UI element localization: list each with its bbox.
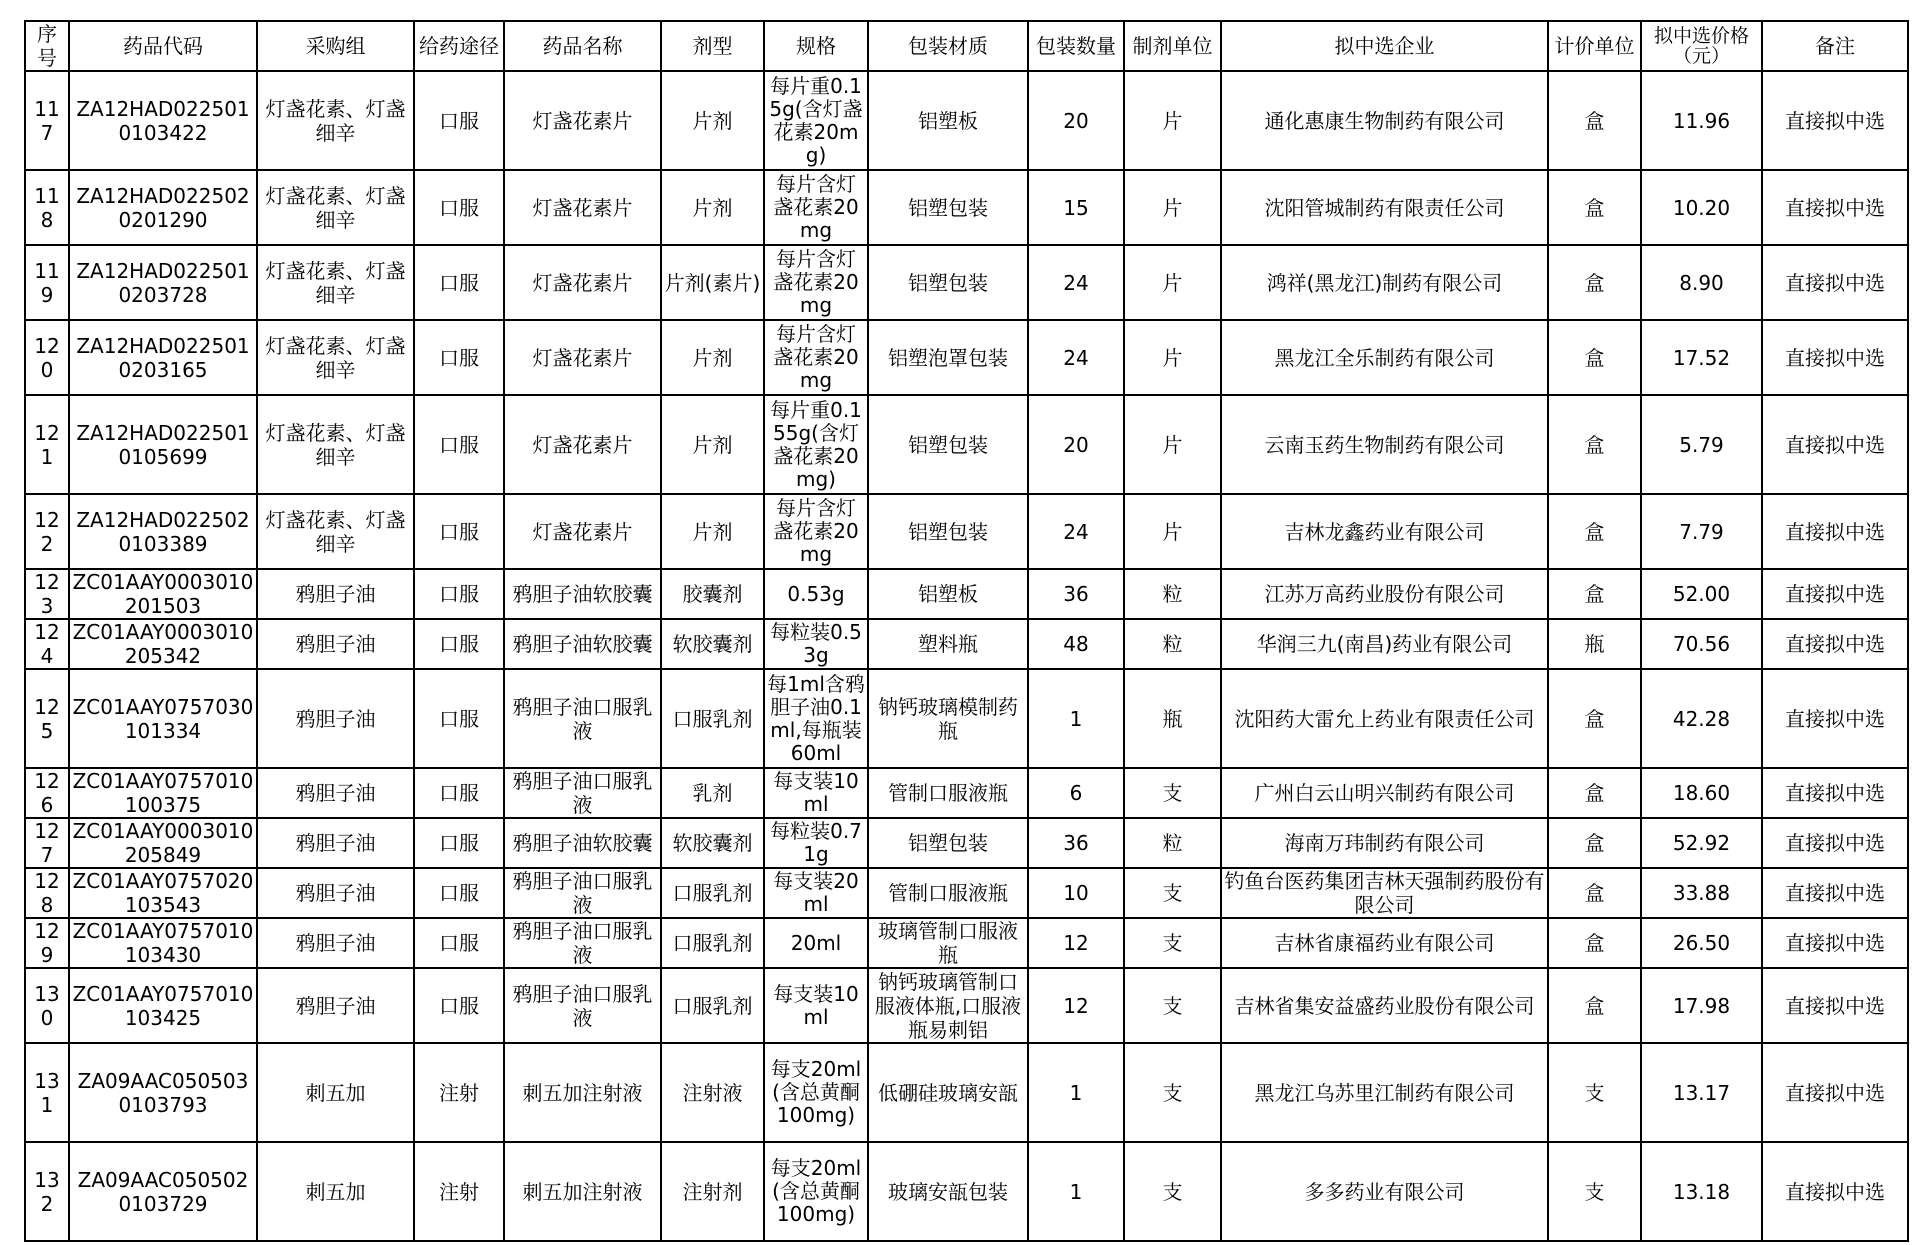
table-row (25, 71, 1908, 170)
package-material-cell: 铝塑包装 (868, 818, 1028, 868)
company-cell: 黑龙江乌苏里江制药有限公司 (1221, 1043, 1548, 1142)
price-cell: 52.92 (1641, 818, 1762, 868)
remark-cell: 直接拟中选 (1762, 494, 1908, 569)
dosage-form-cell: 口服乳剂 (661, 868, 764, 918)
table-body (25, 71, 1908, 1241)
table-row (25, 918, 1908, 968)
row-number-cell: 132 (25, 1142, 69, 1241)
preparation-unit-cell: 片 (1124, 395, 1221, 494)
remark-cell: 直接拟中选 (1762, 768, 1908, 818)
route-cell: 口服 (414, 918, 504, 968)
price-cell: 13.17 (1641, 1043, 1762, 1142)
price-cell: 13.18 (1641, 1142, 1762, 1241)
purchase-group-cell: 刺五加 (257, 1043, 414, 1142)
dosage-form-cell: 片剂(素片) (661, 245, 764, 320)
dosage-form-cell: 口服乳剂 (661, 669, 764, 768)
remark-cell: 直接拟中选 (1762, 818, 1908, 868)
package-material-cell: 低硼硅玻璃安瓿 (868, 1043, 1028, 1142)
drug-code-cell: ZC01AAY0757010103425 (69, 968, 257, 1043)
remark-cell: 直接拟中选 (1762, 1142, 1908, 1241)
package-quantity-cell: 1 (1028, 1043, 1124, 1142)
specification-cell: 每支装20ml (764, 868, 868, 918)
specification-cell: 每片含灯盏花素20mg (764, 170, 868, 245)
route-cell: 口服 (414, 320, 504, 395)
preparation-unit-cell: 支 (1124, 918, 1221, 968)
pricing-unit-cell: 盒 (1548, 918, 1641, 968)
package-quantity-cell: 36 (1028, 818, 1124, 868)
dosage-form-cell: 软胶囊剂 (661, 818, 764, 868)
drug-code-cell: ZA12HAD0225010203728 (69, 245, 257, 320)
specification-cell: 每支装10ml (764, 768, 868, 818)
preparation-unit-cell: 支 (1124, 768, 1221, 818)
package-quantity-cell: 24 (1028, 494, 1124, 569)
purchase-group-cell: 鸦胆子油 (257, 868, 414, 918)
table-row (25, 569, 1908, 619)
purchase-group-cell: 灯盏花素、灯盏细辛 (257, 170, 414, 245)
package-material-cell: 铝塑包装 (868, 245, 1028, 320)
specification-cell: 每支20ml(含总黄酮100mg) (764, 1043, 868, 1142)
table-row (25, 494, 1908, 569)
package-quantity-cell: 1 (1028, 669, 1124, 768)
preparation-unit-cell: 粒 (1124, 818, 1221, 868)
price-cell: 70.56 (1641, 619, 1762, 669)
pricing-unit-cell: 盒 (1548, 395, 1641, 494)
remark-cell: 直接拟中选 (1762, 320, 1908, 395)
table-row (25, 170, 1908, 245)
pricing-unit-cell: 盒 (1548, 669, 1641, 768)
package-quantity-cell: 20 (1028, 71, 1124, 170)
route-cell: 口服 (414, 395, 504, 494)
package-material-cell: 钠钙玻璃模制药瓶 (868, 669, 1028, 768)
company-cell: 广州白云山明兴制药有限公司 (1221, 768, 1548, 818)
drug-code-cell: ZA12HAD0225010203165 (69, 320, 257, 395)
package-material-cell: 铝塑泡罩包装 (868, 320, 1028, 395)
table-row (25, 395, 1908, 494)
purchase-group-cell: 鸦胆子油 (257, 968, 414, 1043)
price-cell: 18.60 (1641, 768, 1762, 818)
header-form: 剂型 (661, 21, 764, 71)
purchase-group-cell: 鸦胆子油 (257, 569, 414, 619)
drug-name-cell: 灯盏花素片 (504, 320, 661, 395)
price-cell: 17.98 (1641, 968, 1762, 1043)
price-cell: 11.96 (1641, 71, 1762, 170)
dosage-form-cell: 片剂 (661, 395, 764, 494)
company-cell: 海南万玮制药有限公司 (1221, 818, 1548, 868)
package-quantity-cell: 12 (1028, 968, 1124, 1043)
dosage-form-cell: 片剂 (661, 494, 764, 569)
table-row (25, 968, 1908, 1043)
pricing-unit-cell: 盒 (1548, 968, 1641, 1043)
specification-cell: 每片重0.155g(含灯盏花素20mg) (764, 395, 868, 494)
route-cell: 口服 (414, 71, 504, 170)
price-cell: 42.28 (1641, 669, 1762, 768)
package-material-cell: 铝塑包装 (868, 170, 1028, 245)
purchase-group-cell: 鸦胆子油 (257, 818, 414, 868)
package-quantity-cell: 20 (1028, 395, 1124, 494)
company-cell: 黑龙江全乐制药有限公司 (1221, 320, 1548, 395)
dosage-form-cell: 片剂 (661, 71, 764, 170)
pricing-unit-cell: 盒 (1548, 818, 1641, 868)
row-number-cell: 130 (25, 968, 69, 1043)
price-cell: 10.20 (1641, 170, 1762, 245)
drug-code-cell: ZA09AAC0505020103729 (69, 1142, 257, 1241)
remark-cell: 直接拟中选 (1762, 71, 1908, 170)
pricing-unit-cell: 瓶 (1548, 619, 1641, 669)
package-quantity-cell: 24 (1028, 245, 1124, 320)
preparation-unit-cell: 片 (1124, 320, 1221, 395)
row-number-cell: 127 (25, 818, 69, 868)
drug-name-cell: 灯盏花素片 (504, 71, 661, 170)
preparation-unit-cell: 片 (1124, 170, 1221, 245)
purchase-group-cell: 灯盏花素、灯盏细辛 (257, 494, 414, 569)
purchase-group-cell: 灯盏花素、灯盏细辛 (257, 71, 414, 170)
specification-cell: 每1ml含鸦胆子油0.1ml,每瓶装60ml (764, 669, 868, 768)
specification-cell: 每片含灯盏花素20mg (764, 494, 868, 569)
remark-cell: 直接拟中选 (1762, 669, 1908, 768)
preparation-unit-cell: 支 (1124, 868, 1221, 918)
route-cell: 口服 (414, 768, 504, 818)
row-number-cell: 129 (25, 918, 69, 968)
remark-cell: 直接拟中选 (1762, 619, 1908, 669)
package-material-cell: 管制口服液瓶 (868, 768, 1028, 818)
dosage-form-cell: 口服乳剂 (661, 968, 764, 1043)
package-material-cell: 塑料瓶 (868, 619, 1028, 669)
package-quantity-cell: 1 (1028, 1142, 1124, 1241)
purchase-group-cell: 刺五加 (257, 1142, 414, 1241)
remark-cell: 直接拟中选 (1762, 395, 1908, 494)
company-cell: 钓鱼台医药集团吉林天强制药股份有限公司 (1221, 868, 1548, 918)
remark-cell: 直接拟中选 (1762, 1043, 1908, 1142)
header-route: 给药途径 (414, 21, 504, 71)
package-quantity-cell: 15 (1028, 170, 1124, 245)
drug-code-cell: ZA09AAC0505030103793 (69, 1043, 257, 1142)
header-name: 药品名称 (504, 21, 661, 71)
package-material-cell: 管制口服液瓶 (868, 868, 1028, 918)
row-number-cell: 122 (25, 494, 69, 569)
specification-cell: 每粒装0.71g (764, 818, 868, 868)
remark-cell: 直接拟中选 (1762, 245, 1908, 320)
preparation-unit-cell: 支 (1124, 968, 1221, 1043)
company-cell: 沈阳药大雷允上药业有限责任公司 (1221, 669, 1548, 768)
drug-name-cell: 灯盏花素片 (504, 494, 661, 569)
row-number-cell: 117 (25, 71, 69, 170)
pricing-unit-cell: 盒 (1548, 768, 1641, 818)
drug-name-cell: 鸦胆子油口服乳液 (504, 968, 661, 1043)
row-number-cell: 126 (25, 768, 69, 818)
package-quantity-cell: 48 (1028, 619, 1124, 669)
route-cell: 口服 (414, 619, 504, 669)
specification-cell: 每支装10ml (764, 968, 868, 1043)
specification-cell: 20ml (764, 918, 868, 968)
pricing-unit-cell: 盒 (1548, 170, 1641, 245)
header-package: 包装材质 (868, 21, 1028, 71)
company-cell: 多多药业有限公司 (1221, 1142, 1548, 1241)
purchase-group-cell: 灯盏花素、灯盏细辛 (257, 245, 414, 320)
header-price: 拟中选价格（元） (1641, 21, 1762, 71)
drug-name-cell: 灯盏花素片 (504, 170, 661, 245)
preparation-unit-cell: 瓶 (1124, 669, 1221, 768)
pricing-unit-cell: 盒 (1548, 868, 1641, 918)
package-material-cell: 玻璃管制口服液瓶 (868, 918, 1028, 968)
route-cell: 注射 (414, 1142, 504, 1241)
drug-name-cell: 灯盏花素片 (504, 245, 661, 320)
pricing-unit-cell: 盒 (1548, 320, 1641, 395)
purchase-group-cell: 灯盏花素、灯盏细辛 (257, 395, 414, 494)
company-cell: 吉林省集安益盛药业股份有限公司 (1221, 968, 1548, 1043)
company-cell: 鸿祥(黑龙江)制药有限公司 (1221, 245, 1548, 320)
package-material-cell: 铝塑板 (868, 71, 1028, 170)
company-cell: 吉林省康福药业有限公司 (1221, 918, 1548, 968)
price-cell: 33.88 (1641, 868, 1762, 918)
dosage-form-cell: 软胶囊剂 (661, 619, 764, 669)
drug-code-cell: ZA12HAD0225020103389 (69, 494, 257, 569)
header-unit: 制剂单位 (1124, 21, 1221, 71)
specification-cell: 0.53g (764, 569, 868, 619)
drug-code-cell: ZC01AAY0757030101334 (69, 669, 257, 768)
route-cell: 口服 (414, 494, 504, 569)
dosage-form-cell: 片剂 (661, 170, 764, 245)
price-cell: 5.79 (1641, 395, 1762, 494)
package-quantity-cell: 24 (1028, 320, 1124, 395)
table-row (25, 768, 1908, 818)
purchase-group-cell: 鸦胆子油 (257, 619, 414, 669)
drug-code-cell: ZC01AAY0003010205342 (69, 619, 257, 669)
drug-selection-table (24, 20, 1909, 1242)
drug-name-cell: 鸦胆子油口服乳液 (504, 768, 661, 818)
drug-code-cell: ZC01AAY0003010205849 (69, 818, 257, 868)
pricing-unit-cell: 盒 (1548, 71, 1641, 170)
pricing-unit-cell: 支 (1548, 1043, 1641, 1142)
package-material-cell: 玻璃安瓿包装 (868, 1142, 1028, 1241)
preparation-unit-cell: 片 (1124, 494, 1221, 569)
pricing-unit-cell: 盒 (1548, 569, 1641, 619)
header-qty: 包装数量 (1028, 21, 1124, 71)
table-row (25, 1043, 1908, 1142)
company-cell: 江苏万高药业股份有限公司 (1221, 569, 1548, 619)
remark-cell: 直接拟中选 (1762, 918, 1908, 968)
drug-name-cell: 刺五加注射液 (504, 1142, 661, 1241)
header-code: 药品代码 (69, 21, 257, 71)
package-quantity-cell: 36 (1028, 569, 1124, 619)
remark-cell: 直接拟中选 (1762, 569, 1908, 619)
preparation-unit-cell: 粒 (1124, 569, 1221, 619)
table-row (25, 320, 1908, 395)
table-row (25, 619, 1908, 669)
purchase-group-cell: 鸦胆子油 (257, 918, 414, 968)
header-company: 拟中选企业 (1221, 21, 1548, 71)
package-material-cell: 铝塑板 (868, 569, 1028, 619)
preparation-unit-cell: 片 (1124, 245, 1221, 320)
drug-code-cell: ZC01AAY0003010201503 (69, 569, 257, 619)
purchase-group-cell: 鸦胆子油 (257, 768, 414, 818)
route-cell: 口服 (414, 868, 504, 918)
drug-name-cell: 鸦胆子油软胶囊 (504, 619, 661, 669)
drug-code-cell: ZA12HAD0225010103422 (69, 71, 257, 170)
company-cell: 华润三九(南昌)药业有限公司 (1221, 619, 1548, 669)
table-row (25, 669, 1908, 768)
purchase-group-cell: 灯盏花素、灯盏细辛 (257, 320, 414, 395)
route-cell: 口服 (414, 818, 504, 868)
drug-name-cell: 鸦胆子油软胶囊 (504, 818, 661, 868)
pricing-unit-cell: 盒 (1548, 245, 1641, 320)
remark-cell: 直接拟中选 (1762, 170, 1908, 245)
package-material-cell: 铝塑包装 (868, 395, 1028, 494)
price-cell: 52.00 (1641, 569, 1762, 619)
dosage-form-cell: 乳剂 (661, 768, 764, 818)
row-number-cell: 125 (25, 669, 69, 768)
preparation-unit-cell: 支 (1124, 1142, 1221, 1241)
drug-name-cell: 刺五加注射液 (504, 1043, 661, 1142)
route-cell: 口服 (414, 968, 504, 1043)
drug-code-cell: ZA12HAD0225010105699 (69, 395, 257, 494)
route-cell: 注射 (414, 1043, 504, 1142)
table-row (25, 868, 1908, 918)
row-number-cell: 123 (25, 569, 69, 619)
dosage-form-cell: 注射剂 (661, 1142, 764, 1241)
dosage-form-cell: 片剂 (661, 320, 764, 395)
price-cell: 7.79 (1641, 494, 1762, 569)
price-cell: 17.52 (1641, 320, 1762, 395)
drug-name-cell: 灯盏花素片 (504, 395, 661, 494)
drug-name-cell: 鸦胆子油口服乳液 (504, 669, 661, 768)
route-cell: 口服 (414, 569, 504, 619)
route-cell: 口服 (414, 669, 504, 768)
package-quantity-cell: 6 (1028, 768, 1124, 818)
dosage-form-cell: 胶囊剂 (661, 569, 764, 619)
preparation-unit-cell: 粒 (1124, 619, 1221, 669)
row-number-cell: 118 (25, 170, 69, 245)
table-row (25, 245, 1908, 320)
package-quantity-cell: 12 (1028, 918, 1124, 968)
header-row (25, 21, 1908, 71)
header-spec: 规格 (764, 21, 868, 71)
route-cell: 口服 (414, 170, 504, 245)
drug-code-cell: ZC01AAY0757020103543 (69, 868, 257, 918)
table-row (25, 818, 1908, 868)
pricing-unit-cell: 盒 (1548, 494, 1641, 569)
row-number-cell: 121 (25, 395, 69, 494)
package-material-cell: 钠钙玻璃管制口服液体瓶,口服液瓶易刺铝 (868, 968, 1028, 1043)
row-number-cell: 120 (25, 320, 69, 395)
row-number-cell: 124 (25, 619, 69, 669)
remark-cell: 直接拟中选 (1762, 968, 1908, 1043)
company-cell: 吉林龙鑫药业有限公司 (1221, 494, 1548, 569)
drug-name-cell: 鸦胆子油口服乳液 (504, 868, 661, 918)
row-number-cell: 131 (25, 1043, 69, 1142)
purchase-group-cell: 鸦胆子油 (257, 669, 414, 768)
package-quantity-cell: 10 (1028, 868, 1124, 918)
row-number-cell: 119 (25, 245, 69, 320)
row-number-cell: 128 (25, 868, 69, 918)
price-cell: 8.90 (1641, 245, 1762, 320)
specification-cell: 每粒装0.53g (764, 619, 868, 669)
header-note: 备注 (1762, 21, 1908, 71)
drug-code-cell: ZC01AAY0757010100375 (69, 768, 257, 818)
specification-cell: 每支20ml(含总黄酮100mg) (764, 1142, 868, 1241)
table-row (25, 1142, 1908, 1241)
drug-code-cell: ZA12HAD0225020201290 (69, 170, 257, 245)
company-cell: 通化惠康生物制药有限公司 (1221, 71, 1548, 170)
remark-cell: 直接拟中选 (1762, 868, 1908, 918)
preparation-unit-cell: 片 (1124, 71, 1221, 170)
price-cell: 26.50 (1641, 918, 1762, 968)
specification-cell: 每片重0.15g(含灯盏花素20mg) (764, 71, 868, 170)
header-group: 采购组 (257, 21, 414, 71)
company-cell: 云南玉药生物制药有限公司 (1221, 395, 1548, 494)
route-cell: 口服 (414, 245, 504, 320)
dosage-form-cell: 注射液 (661, 1043, 764, 1142)
drug-code-cell: ZC01AAY0757010103430 (69, 918, 257, 968)
drug-name-cell: 鸦胆子油软胶囊 (504, 569, 661, 619)
dosage-form-cell: 口服乳剂 (661, 918, 764, 968)
specification-cell: 每片含灯盏花素20mg (764, 245, 868, 320)
drug-name-cell: 鸦胆子油口服乳液 (504, 918, 661, 968)
preparation-unit-cell: 支 (1124, 1043, 1221, 1142)
header-no: 序号 (25, 21, 69, 71)
package-material-cell: 铝塑包装 (868, 494, 1028, 569)
company-cell: 沈阳管城制药有限责任公司 (1221, 170, 1548, 245)
specification-cell: 每片含灯盏花素20mg (764, 320, 868, 395)
header-price-unit: 计价单位 (1548, 21, 1641, 71)
pricing-unit-cell: 支 (1548, 1142, 1641, 1241)
